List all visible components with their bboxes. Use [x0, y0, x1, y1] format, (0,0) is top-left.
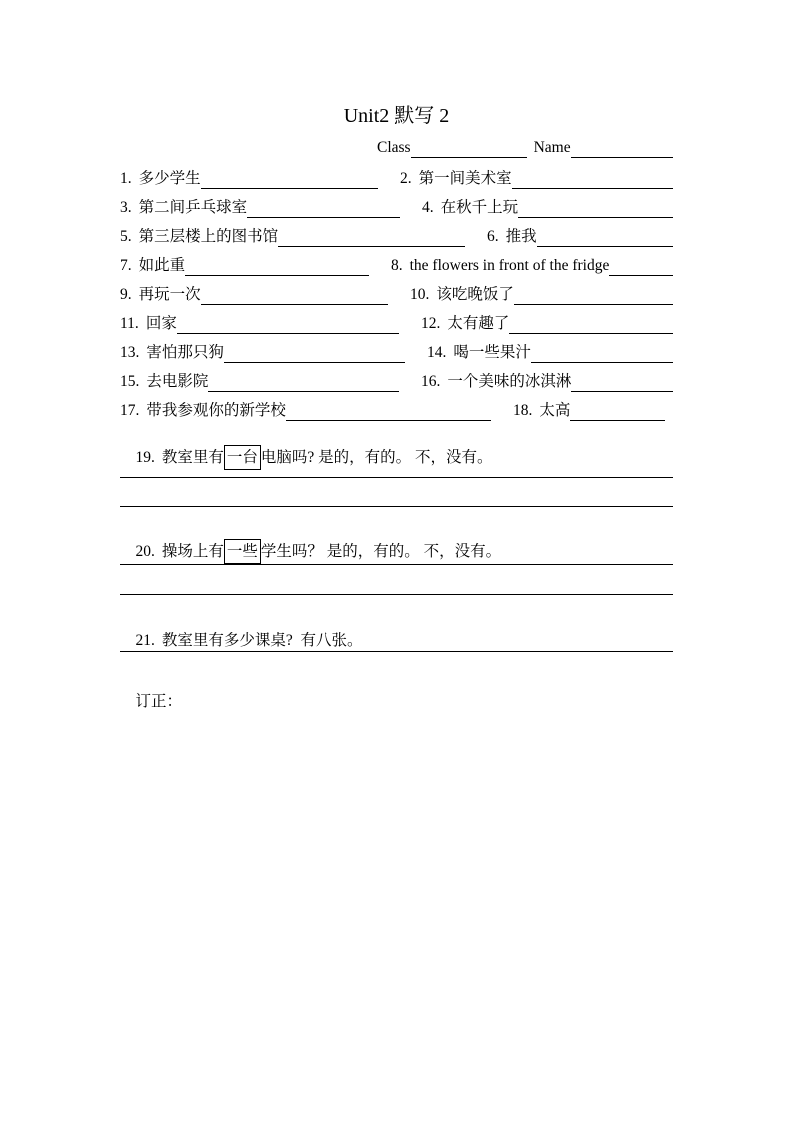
- question-row: [120, 426, 673, 489]
- item-number: 16.: [421, 373, 441, 390]
- item-text: 再玩一次: [138, 286, 201, 303]
- item-text: 去电影院: [146, 373, 209, 390]
- answer-blank[interactable]: [224, 342, 405, 363]
- question-row: [120, 609, 673, 672]
- correction-label: 订正：: [135, 693, 183, 710]
- class-name-row: [377, 137, 673, 158]
- item-cell: [120, 371, 421, 392]
- answer-blank[interactable]: [537, 226, 673, 247]
- item-text: 回家: [145, 315, 177, 332]
- question-text: 电脑吗? 是的，有的。 不，没有。: [260, 449, 493, 466]
- answer-line[interactable]: [120, 506, 673, 507]
- item-number: 19.: [135, 449, 155, 466]
- answer-blank[interactable]: [247, 197, 400, 218]
- item-cell: [427, 342, 673, 363]
- answer-blank[interactable]: [185, 255, 369, 276]
- item-pair-row: [120, 197, 673, 218]
- item-cell: [487, 226, 673, 247]
- item-cell: [120, 400, 513, 421]
- question-text: 学生吗？ 是的，有的。 不，没有。: [260, 543, 502, 560]
- item-pair-row: [120, 168, 673, 189]
- boxed-word: 一些: [224, 539, 261, 564]
- item-number: 15.: [120, 373, 140, 390]
- answer-blank[interactable]: [571, 371, 673, 392]
- item-number: 17.: [120, 402, 140, 419]
- correction-row: [120, 670, 182, 733]
- item-number: 10.: [410, 286, 430, 303]
- item-number: 11.: [120, 315, 139, 332]
- question-text: 教室里有多少课桌? 有八张。: [161, 632, 363, 649]
- name-label: Name: [533, 139, 571, 156]
- item-cell: [120, 313, 421, 334]
- answer-line[interactable]: [120, 564, 673, 565]
- item-cell: [120, 168, 400, 189]
- answer-blank[interactable]: [512, 168, 673, 189]
- item-number: 8.: [391, 257, 403, 274]
- item-pair-row: [120, 400, 673, 421]
- item-text: 推我: [505, 228, 537, 245]
- item-cell: [421, 313, 673, 334]
- item-pair-row: [120, 226, 673, 247]
- item-cell: [391, 255, 673, 276]
- item-pair-row: [120, 255, 673, 276]
- answer-blank[interactable]: [201, 284, 388, 305]
- answer-blank[interactable]: [518, 197, 673, 218]
- question-row: [120, 520, 673, 583]
- item-text: 该吃晚饭了: [436, 286, 514, 303]
- item-text: 喝一些果汁: [453, 344, 531, 361]
- item-number: 20.: [135, 543, 155, 560]
- class-input-blank[interactable]: [411, 137, 527, 158]
- answer-blank[interactable]: [208, 371, 399, 392]
- answer-line[interactable]: [120, 651, 673, 652]
- answer-blank[interactable]: [609, 255, 673, 276]
- item-pair-row: [120, 371, 673, 392]
- item-text: 一个美味的冰淇淋: [447, 373, 572, 390]
- item-text: 多少学生: [138, 170, 201, 187]
- item-cell: [400, 168, 673, 189]
- item-cell: [421, 371, 673, 392]
- item-number: 3.: [120, 199, 132, 216]
- item-text: 如此重: [138, 257, 186, 274]
- item-number: 13.: [120, 344, 140, 361]
- item-pair-row: [120, 342, 673, 363]
- item-number: 12.: [421, 315, 441, 332]
- item-text: 害怕那只狗: [146, 344, 224, 361]
- item-number: 9.: [120, 286, 132, 303]
- answer-blank[interactable]: [286, 400, 491, 421]
- answer-blank[interactable]: [531, 342, 673, 363]
- item-text: 带我参观你的新学校: [146, 402, 286, 419]
- answer-blank[interactable]: [201, 168, 378, 189]
- answer-blank[interactable]: [570, 400, 665, 421]
- question-text: 教室里有: [161, 449, 224, 466]
- item-cell: [410, 284, 673, 305]
- answer-line[interactable]: [120, 477, 673, 478]
- item-text: 第一间美术室: [418, 170, 512, 187]
- item-cell: [120, 197, 422, 218]
- class-label: Class: [377, 139, 411, 156]
- item-cell: [513, 400, 673, 421]
- name-input-blank[interactable]: [571, 137, 673, 158]
- item-cell: [120, 255, 391, 276]
- item-number: 4.: [422, 199, 434, 216]
- item-cell: [120, 284, 410, 305]
- item-text: the flowers in front of the fridge: [409, 257, 610, 274]
- item-number: 6.: [487, 228, 499, 245]
- boxed-word: 一台: [224, 445, 261, 470]
- answer-line[interactable]: [120, 594, 673, 595]
- item-text: 太有趣了: [447, 315, 510, 332]
- question-text: 操场上有: [161, 543, 224, 560]
- item-text: 太高: [539, 402, 571, 419]
- item-text: 第三层楼上的图书馆: [138, 228, 279, 245]
- item-cell: [120, 342, 427, 363]
- page-title: Unit2 默写 2: [343, 105, 450, 127]
- item-text: 在秋千上玩: [440, 199, 519, 216]
- answer-blank[interactable]: [177, 313, 399, 334]
- item-number: 5.: [120, 228, 132, 245]
- answer-blank[interactable]: [278, 226, 465, 247]
- answer-blank[interactable]: [514, 284, 673, 305]
- item-pair-row: [120, 284, 673, 305]
- answer-blank[interactable]: [509, 313, 673, 334]
- item-cell: [120, 226, 487, 247]
- item-number: 21.: [135, 632, 155, 649]
- item-number: 2.: [400, 170, 412, 187]
- item-cell: [422, 197, 673, 218]
- item-number: 14.: [427, 344, 447, 361]
- item-pair-row: [120, 313, 673, 334]
- item-number: 18.: [513, 402, 533, 419]
- item-text: 第二间乒乓球室: [138, 199, 248, 216]
- item-number: 7.: [120, 257, 132, 274]
- item-number: 1.: [120, 170, 132, 187]
